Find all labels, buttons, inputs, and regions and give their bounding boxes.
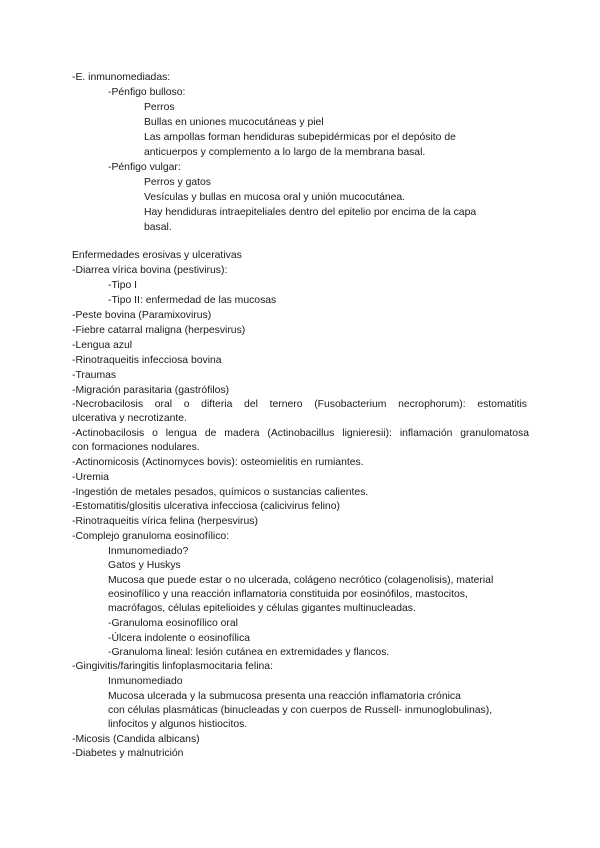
list-item: -Rinotraqueitis infecciosa bovina <box>72 355 222 366</box>
text-line: Inmunomediado? <box>108 546 189 557</box>
list-item: -Traumas <box>72 370 117 381</box>
text-line: Vesículas y bullas en mucosa oral y unión mucocutánea. <box>144 192 406 203</box>
text-line: -Granuloma eosinofílico oral <box>108 618 238 629</box>
list-item: -Estomatitis/glositis ulcerativa infecciosa (calicivirus felino) <box>72 501 340 512</box>
list-item: -Actinobacilosis o lengua de madera (Actinobacillus lignieresii): inflamación granulomatosa <box>72 428 529 439</box>
list-item: -Necrobacilosis oral o difteria del ternero (Fusobacterium necrophorum): estomatitis <box>72 399 527 410</box>
subheading-penfigo-bulloso: -Pénfigo bulloso: <box>108 87 186 98</box>
text-line: -Tipo II: enfermedad de las mucosas <box>108 295 277 306</box>
list-item: -Diabetes y malnutrición <box>72 748 184 759</box>
text-line: Mucosa ulcerada y la submucosa presenta una reacción inflamatoria crónica <box>108 691 461 702</box>
text-line: Perros <box>144 102 175 113</box>
text-line: Hay hendiduras intraepiteliales dentro del epitelio por encima de la capa <box>144 207 477 218</box>
heading-erosivas: Enfermedades erosivas y ulcerativas <box>72 250 242 261</box>
text-line: Gatos y Huskys <box>108 560 181 571</box>
text-line: anticuerpos y complemento a lo largo de la membrana basal. <box>144 147 426 158</box>
text-line: eosinofílico y una reacción inflamatoria constituida por eosinófilos, mastocitos, <box>108 589 468 600</box>
text-line: Las ampollas forman hendiduras subepidérmicas por el depósito de <box>144 132 456 143</box>
list-item: -Peste bovina (Paramixovirus) <box>72 310 212 321</box>
text-line: basal. <box>144 222 172 233</box>
text-line: linfocitos y algunos histiocitos. <box>108 719 248 730</box>
list-item: -Uremia <box>72 472 109 483</box>
subheading-penfigo-vulgar: -Pénfigo vulgar: <box>108 162 181 173</box>
text-line: -Úlcera indolente o eosinofílica <box>108 633 251 644</box>
text-line: Mucosa que puede estar o no ulcerada, colágeno necrótico (colagenolisis), material <box>108 575 494 586</box>
subheading-diarrea: -Diarrea vírica bovina (pestivirus): <box>72 265 228 276</box>
list-item: ulcerativa y necrotizante. <box>72 413 187 424</box>
text-line: con células plasmáticas (binucleadas y con cuerpos de Russell- inmunoglobulinas), <box>108 705 493 716</box>
list-item: con formaciones nodulares. <box>72 442 200 453</box>
list-item: -Complejo granuloma eosinofílico: <box>72 531 230 542</box>
text-line: -Tipo I <box>108 280 138 291</box>
list-item: -Ingestión de metales pesados, químicos o sustancias calientes. <box>72 487 369 498</box>
subheading-gingivitis: -Gingivitis/faringitis linfoplasmocitaria felina: <box>72 661 273 672</box>
heading-inmunomediadas: -E. inmunomediadas: <box>72 72 171 83</box>
list-item: -Actinomicosis (Actinomyces bovis): osteomielitis en rumiantes. <box>72 457 364 468</box>
list-item: -Migración parasitaria (gastrófilos) <box>72 385 230 396</box>
list-item: -Fiebre catarral maligna (herpesvirus) <box>72 325 246 336</box>
text-line: -Granuloma lineal: lesión cutánea en extremidades y flancos. <box>108 647 390 658</box>
list-item: -Lengua azul <box>72 340 133 351</box>
text-line: Inmunomediado <box>108 676 183 687</box>
list-item: -Micosis (Candida albicans) <box>72 734 200 745</box>
text-line: Bullas en uniones mucocutáneas y piel <box>144 117 324 128</box>
text-line: macrófagos, células epitelioides y células gigantes multinucleadas. <box>108 603 416 614</box>
text-line: Perros y gatos <box>144 177 211 188</box>
list-item: -Rinotraqueitis vírica felina (herpesvirus) <box>72 516 258 527</box>
